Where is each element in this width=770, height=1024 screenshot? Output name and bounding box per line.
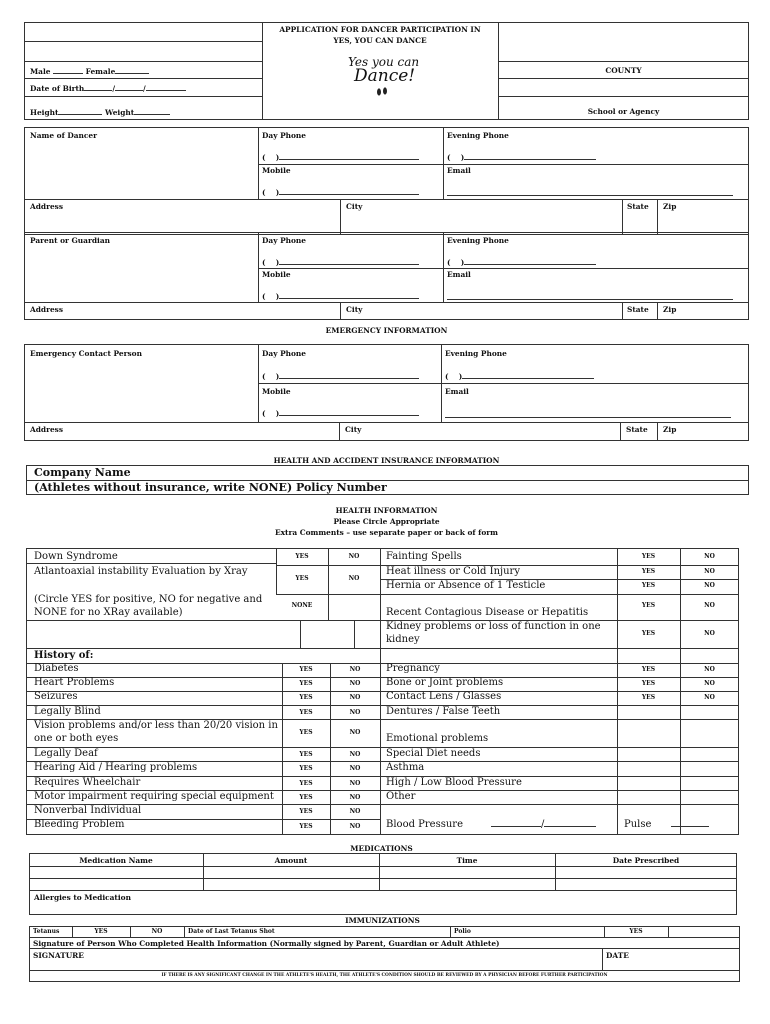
guardian-email-input[interactable] [447, 299, 733, 300]
yes-option[interactable]: YES [299, 666, 313, 673]
medications-heading: MEDICATIONS [350, 844, 413, 853]
emergency-contact-label: Emergency Contact Person [30, 349, 142, 358]
no-option[interactable]: NO [349, 709, 361, 716]
no-option[interactable]: NO [349, 751, 361, 758]
vision-problems-line2: one or both eyes [34, 733, 119, 744]
yes-option[interactable]: YES [641, 630, 656, 637]
blood-pressure-field[interactable]: Blood Pressure / [386, 819, 596, 830]
guardian-mobile-input[interactable]: ( ) [262, 291, 419, 301]
blood-pressure-issue-label: High / Low Blood Pressure [386, 777, 522, 788]
dancer-email-input[interactable] [447, 195, 733, 196]
health-heading: HEALTH INFORMATION [335, 506, 438, 515]
diabetes-label: Diabetes [34, 663, 79, 674]
time-header: Time [456, 856, 478, 865]
dancer-name-label: Name of Dancer [30, 131, 97, 140]
dancer-zip-label: Zip [663, 202, 677, 211]
kidney-line1: Kidney problems or loss of function in one [386, 621, 601, 632]
circle-instructions-line1: (Circle YES for positive, NO for negative and [34, 594, 263, 605]
special-diet-label: Special Diet needs [386, 748, 481, 759]
no-option[interactable]: NO [349, 729, 361, 736]
yes-option[interactable]: YES [299, 823, 313, 830]
dancer-block [24, 127, 749, 235]
yes-option[interactable]: YES [641, 568, 656, 575]
other-label: Other [386, 791, 416, 802]
no-option[interactable]: NO [704, 602, 715, 609]
hernia-label: Hernia or Absence of 1 Testicle [386, 580, 546, 591]
dob-field[interactable]: Date of Birth / / [30, 83, 186, 93]
dancer-evening-phone-label: Evening Phone [447, 131, 509, 140]
legally-blind-label: Legally Blind [34, 706, 101, 717]
seizures-label: Seizures [34, 691, 78, 702]
down-syndrome-label: Down Syndrome [34, 551, 118, 562]
yes-option[interactable]: YES [299, 794, 313, 801]
health-subheading: Please Circle Appropriate [333, 517, 440, 526]
date-prescribed-header: Date Prescribed [612, 856, 680, 865]
nonverbal-label: Nonverbal Individual [34, 805, 142, 816]
tetanus-label: Tetanus [33, 928, 60, 935]
dancer-address-label: Address [30, 202, 63, 211]
emotional-label: Emotional problems [386, 733, 489, 744]
yes-option[interactable]: YES [299, 808, 313, 815]
yes-option[interactable]: YES [299, 709, 313, 716]
yes-option[interactable]: YES [641, 666, 656, 673]
sex-field[interactable]: Male Female [30, 66, 149, 76]
guardian-evening-phone-label: Evening Phone [447, 236, 509, 245]
no-option[interactable]: NO [349, 666, 361, 673]
company-name-label[interactable]: Company Name [34, 466, 131, 479]
emergency-city-label: City [345, 425, 362, 434]
dancer-day-phone-input[interactable]: ( ) [262, 152, 419, 162]
wheelchair-label: Requires Wheelchair [34, 777, 141, 788]
height-weight-field[interactable]: Height Weight [30, 107, 170, 117]
signature-label[interactable]: SIGNATURE [33, 951, 84, 960]
signature-person-label: Signature of Person Who Completed Health Information (Normally signed by Parent, Guardian or Adult Athlete) [33, 939, 500, 948]
pulse-field[interactable]: Pulse [624, 819, 709, 830]
emergency-day-phone-label: Day Phone [262, 349, 307, 358]
guardian-address-label: Address [30, 305, 63, 314]
guardian-label: Parent or Guardian [30, 236, 111, 245]
yes-option[interactable]: YES [295, 575, 309, 582]
yes-option[interactable]: YES [299, 780, 313, 787]
allergies-label[interactable]: Allergies to Medication [34, 893, 131, 902]
polio-label: Polio [454, 928, 471, 935]
insurance-heading: HEALTH AND ACCIDENT INSURANCE INFORMATION [273, 456, 500, 465]
yes-option[interactable]: YES [641, 582, 656, 589]
no-option[interactable]: NO [349, 780, 361, 787]
no-option[interactable]: NO [704, 680, 715, 687]
guardian-day-phone-label: Day Phone [262, 236, 307, 245]
county-label: COUNTY [605, 66, 642, 75]
history-of-label: History of: [34, 650, 94, 661]
dancer-evening-phone-input[interactable]: ( ) [447, 152, 596, 162]
motor-impairment-label: Motor impairment requiring special equipment [34, 791, 274, 802]
no-option[interactable]: NO [704, 666, 715, 673]
dancer-city-label: City [346, 202, 363, 211]
emergency-evening-phone-input[interactable]: ( ) [445, 371, 594, 381]
last-tetanus-shot-label: Date of Last Tetanus Shot [188, 928, 275, 935]
emergency-email-input[interactable] [445, 417, 731, 418]
fainting-label: Fainting Spells [386, 551, 462, 562]
dancer-mobile-input[interactable]: ( ) [262, 187, 419, 197]
asthma-label: Asthma [386, 762, 425, 773]
no-option[interactable]: NO [704, 568, 715, 575]
heart-problems-label: Heart Problems [34, 677, 115, 688]
yes-option[interactable]: YES [295, 553, 309, 560]
no-option[interactable]: NO [349, 680, 361, 687]
no-option[interactable]: NO [704, 630, 715, 637]
guardian-evening-phone-input[interactable]: ( ) [447, 257, 596, 267]
guardian-email-label: Email [447, 270, 471, 279]
no-option[interactable]: NO [349, 765, 361, 772]
form-title-line1: APPLICATION FOR DANCER PARTICIPATION IN [279, 25, 481, 34]
kidney-line2: kidney [386, 634, 420, 645]
dancer-state-label: State [627, 202, 649, 211]
policy-number-label[interactable]: (Athletes without insurance, write NONE) Policy Number [34, 481, 387, 494]
yes-option[interactable]: YES [299, 694, 313, 701]
dentures-label: Dentures / False Teeth [386, 706, 501, 717]
no-option[interactable]: NO [704, 694, 715, 701]
tetanus-no-option[interactable]: NO [151, 928, 163, 935]
contagious-disease-label: Recent Contagious Disease or Hepatitis [386, 607, 589, 618]
date-label[interactable]: DATE [606, 951, 629, 960]
yes-option[interactable]: YES [641, 694, 656, 701]
emergency-address-label: Address [30, 425, 63, 434]
none-option[interactable]: NONE [291, 602, 313, 609]
yes-option[interactable]: YES [641, 680, 656, 687]
emergency-day-phone-input[interactable]: ( ) [262, 371, 419, 381]
legally-deaf-label: Legally Deaf [34, 748, 98, 759]
form-title-line2: YES, YOU CAN DANCE [333, 36, 427, 45]
emergency-mobile-label: Mobile [262, 387, 291, 396]
guardian-day-phone-input[interactable]: ( ) [262, 257, 419, 267]
no-option[interactable]: NO [348, 575, 360, 582]
immunizations-heading: IMMUNIZATIONS [345, 916, 420, 925]
guardian-city-label: City [346, 305, 363, 314]
yes-option[interactable]: YES [299, 680, 313, 687]
emergency-evening-phone-label: Evening Phone [445, 349, 507, 358]
no-option[interactable]: NO [349, 794, 361, 801]
no-option[interactable]: NO [349, 694, 361, 701]
no-option[interactable]: NO [704, 582, 715, 589]
emergency-email-label: Email [445, 387, 469, 396]
polio-yes-option[interactable]: YES [629, 928, 643, 935]
heat-illness-label: Heat illness or Cold Injury [386, 566, 520, 577]
health-extra-comments: Extra Comments – use separate paper or back of form [275, 528, 498, 537]
bleeding-label: Bleeding Problem [34, 819, 125, 830]
bone-joint-label: Bone or Joint problems [386, 677, 504, 688]
dancer-day-phone-label: Day Phone [262, 131, 307, 140]
hearing-label: Hearing Aid / Hearing problems [34, 762, 198, 773]
no-option[interactable]: NO [348, 553, 360, 560]
yes-option[interactable]: YES [641, 602, 656, 609]
school-label: School or Agency [587, 107, 660, 116]
vision-problems-line1: Vision problems and/or less than 20/20 vision in [34, 720, 278, 731]
atlantoaxial-label: Atlantoaxial instability Evaluation by Xray [34, 566, 248, 577]
amount-header: Amount [274, 856, 308, 865]
contact-lens-label: Contact Lens / Glasses [386, 691, 502, 702]
yes-option[interactable]: YES [641, 553, 656, 560]
guardian-state-label: State [627, 305, 649, 314]
logo: Yes you can Dance! [342, 55, 422, 103]
tetanus-yes-option[interactable]: YES [94, 928, 108, 935]
yes-option[interactable]: YES [299, 765, 313, 772]
guardian-mobile-label: Mobile [262, 270, 291, 279]
no-option[interactable]: NO [349, 823, 361, 830]
circle-instructions-line2: NONE for no XRay available) [34, 607, 183, 618]
dancer-mobile-label: Mobile [262, 166, 291, 175]
emergency-state-label: State [626, 425, 648, 434]
no-option[interactable]: NO [704, 553, 715, 560]
yes-option[interactable]: YES [299, 729, 313, 736]
emergency-mobile-input[interactable]: ( ) [262, 408, 419, 418]
no-option[interactable]: NO [349, 808, 361, 815]
emergency-heading: EMERGENCY INFORMATION [325, 326, 448, 335]
yes-option[interactable]: YES [299, 751, 313, 758]
pregnancy-label: Pregnancy [386, 663, 440, 674]
emergency-zip-label: Zip [663, 425, 677, 434]
guardian-zip-label: Zip [663, 305, 677, 314]
medication-name-header: Medication Name [79, 856, 153, 865]
footprints-icon [375, 87, 389, 97]
dancer-email-label: Email [447, 166, 471, 175]
footer-note: IF THERE IS ANY SIGNIFICANT CHANGE IN THE ATHLETE'S HEALTH, THE ATHLETE'S CONDITION SHOULD BE REVIEWED BY A PHYSICIAN BEFORE FURTHER PARTICIPATION [161, 973, 608, 978]
